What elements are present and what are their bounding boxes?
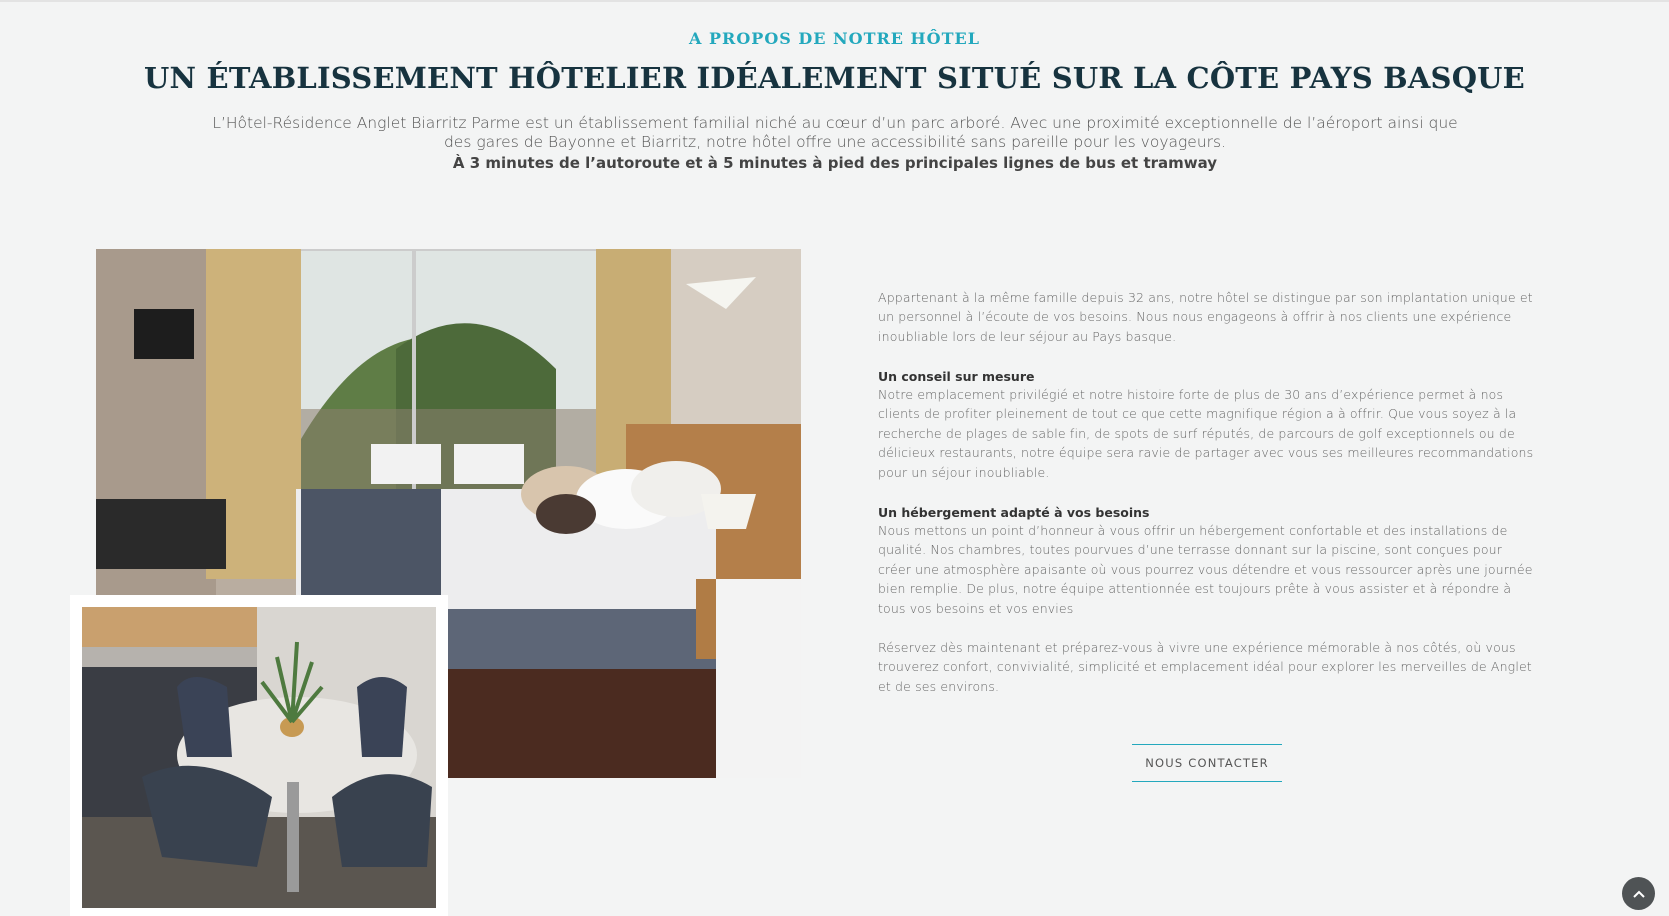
page-title: UN ÉTABLISSEMENT HÔTELIER IDÉALEMENT SITUÉ SUR LA CÔTE PAYS BASQUE [144, 61, 1525, 95]
intro-text: L’Hôtel-Résidence Anglet Biarritz Parme est un établissement familial niché au cœur d’un parc arboré. Avec une proximité exceptionnelle de l’aéroport ainsi que des gares de Bayonne et Biarritz, notre hôtel offre une accessibilité sans pareille pour les voyageurs. [212, 114, 1458, 151]
closing-paragraph: Réservez dès maintenant et préparez-vous à vivre une expérience mémorable à nos côtés, où vous trouverez confort, convivialité, simplicité et emplacement idéal pour explorer les merveilles de Anglet et de ses environs. [878, 640, 1532, 694]
about-paragraph: Appartenant à la même famille depuis 32 ans, notre hôtel se distingue par son implantation unique et un personnel à l’écoute de vos besoins. Nous nous engageons à offrir à nos clients une expérience inoubliable lors de leur séjour au Pays basque. [878, 290, 1533, 344]
section-text-conseil: Notre emplacement privilégié et notre histoire forte de plus de 30 ans d’expérience permet à nos clients de profiter pleinement de tout ce que cette magnifique région a à offrir. Que vous soyez à la recherche de plages de sable fin, de spots de surf réputés, de parcours de golf exceptionnels ou de délicieux restaurants, notre équipe sera ravie de partager avec vous ses meilleures recommandations pour un séjour inoubliable. [878, 387, 1534, 480]
scroll-to-top-button[interactable] [1622, 877, 1655, 910]
section-eyebrow: A PROPOS DE NOTRE HÔTEL [689, 29, 980, 48]
top-divider [0, 0, 1669, 2]
kitchenette-photo [82, 607, 436, 908]
section-heading-hebergement: Un hébergement adapté à vos besoins [878, 505, 1150, 520]
section-heading-conseil: Un conseil sur mesure [878, 369, 1035, 384]
intro-highlight: À 3 minutes de l’autoroute et à 5 minutes à pied des principales lignes de bus et tramway [452, 154, 1218, 172]
chevron-up-icon [1632, 889, 1646, 899]
contact-button[interactable]: NOUS CONTACTER [1132, 744, 1282, 782]
section-text-hebergement: Nous mettons un point d’honneur à vous offrir un hébergement confortable et des installations de qualité. Nos chambres, toutes pourvues d’une terrasse donnant sur la piscine, sont conçues pour créer une atmosphère apaisante où vous pourrez vous détendre et vous ressourcer après une journée bien remplie. De plus, notre équipe attentionnée est toujours prête à vous assister et à répondre à tous vos besoins et vos envies [878, 523, 1533, 616]
